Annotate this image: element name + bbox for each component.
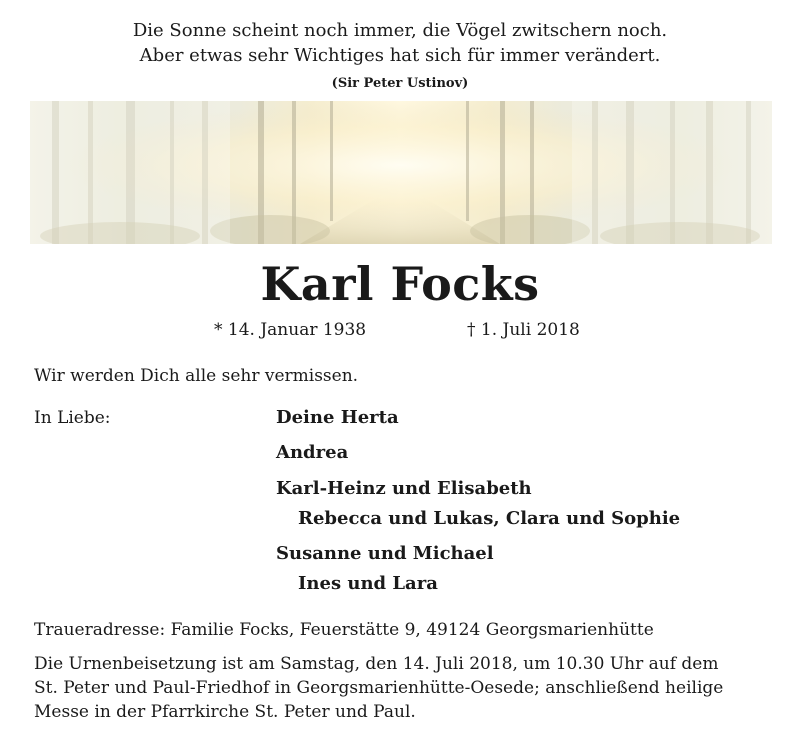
funeral-notice-line: St. Peter und Paul-Friedhof in Georgsmarienhütte-Oesede; anschließend heilige — [34, 678, 724, 698]
quote-author: (Sir Peter Ustinov) — [331, 76, 469, 91]
deceased-name: Karl Focks — [260, 257, 540, 311]
birth-date: * 14. Januar 1938 — [214, 320, 367, 340]
mourner-name: Andrea — [276, 442, 349, 463]
mourners-label: In Liebe: — [34, 408, 111, 428]
forest-path-image — [30, 101, 772, 244]
funeral-notice — [34, 652, 774, 724]
mourner-name: Rebecca und Lukas, Clara und Sophie — [298, 508, 681, 529]
mourner-name: Susanne und Michael — [276, 543, 494, 564]
funeral-notice-line: Die Urnenbeisetzung ist am Samstag, den 14. Juli 2018, um 10.30 Uhr auf dem — [34, 654, 719, 674]
death-date: † 1. Juli 2018 — [467, 320, 580, 340]
mourner-name: Ines und Lara — [298, 573, 438, 594]
forest-trees-illustration — [30, 101, 772, 244]
funeral-notice-line: Messe in der Pfarrkirche St. Peter und Paul. — [34, 702, 416, 722]
quote-line-2: Aber etwas sehr Wichtiges hat sich für immer verändert. — [139, 45, 661, 66]
farewell-text: Wir werden Dich alle sehr vermissen. — [34, 366, 359, 386]
mourner-name: Deine Herta — [276, 407, 399, 428]
mourner-name: Karl-Heinz und Elisabeth — [276, 478, 532, 499]
funeral-address: Traueradresse: Familie Focks, Feuerstätte 9, 49124 Georgsmarienhütte — [34, 620, 654, 640]
quote-line-1: Die Sonne scheint noch immer, die Vögel zwitschern noch. — [132, 20, 668, 41]
